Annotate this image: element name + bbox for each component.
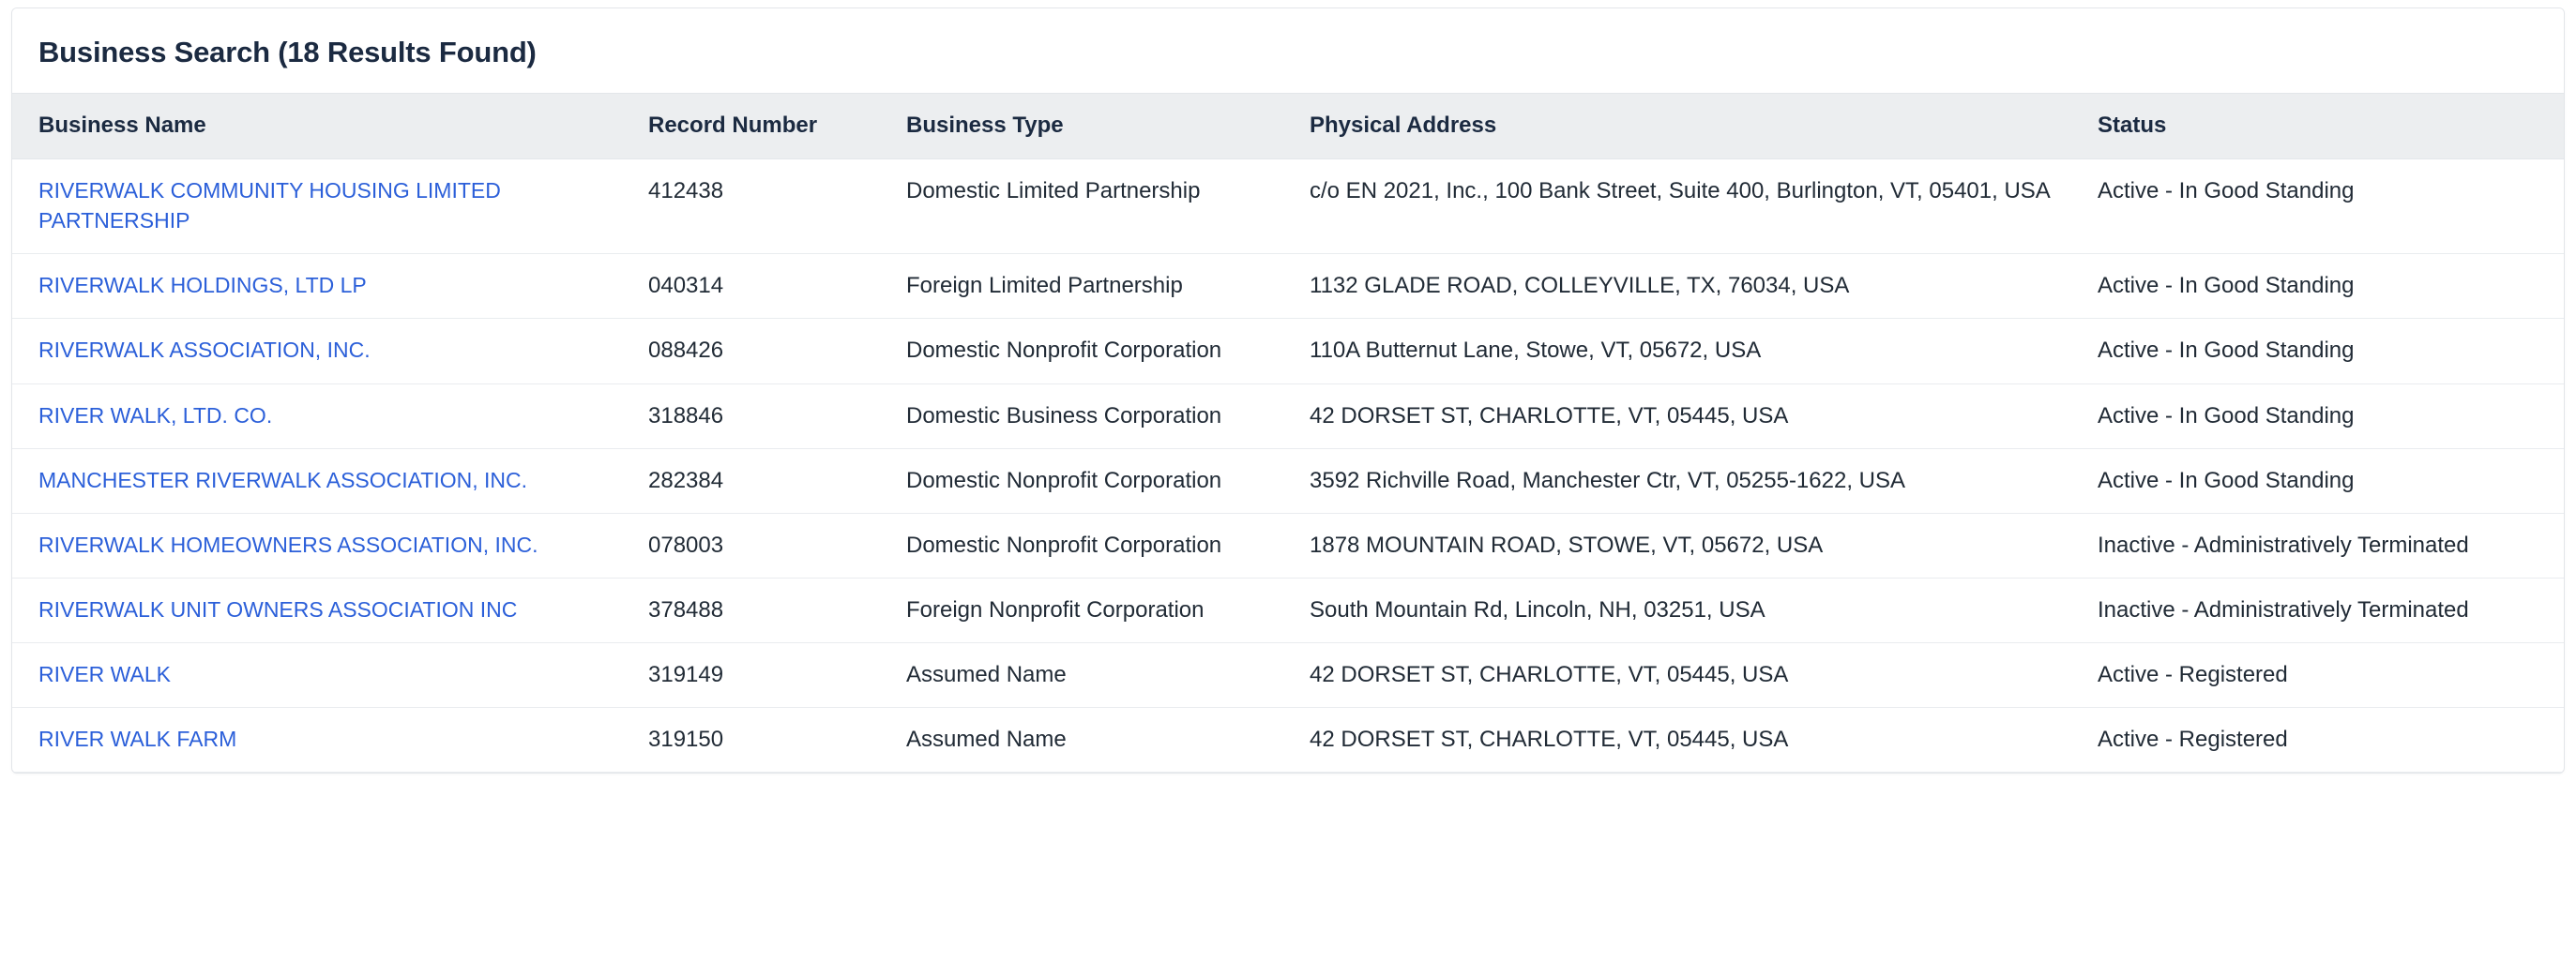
table-header-row [12,94,2564,159]
column-header-physical-address[interactable]: Physical Address [1293,94,2081,159]
business-name-link[interactable]: RIVER WALK [38,662,172,687]
cell-business-type: Foreign Limited Partnership [889,254,1293,319]
cell-business-type: Domestic Nonprofit Corporation [889,319,1293,383]
column-header-business-name[interactable]: Business Name [12,94,631,159]
cell-record-number: 040314 [631,254,889,319]
table-body [12,158,2564,773]
business-search-page [0,8,2576,977]
cell-physical-address: 42 DORSET ST, CHARLOTTE, VT, 05445, USA [1293,383,2081,448]
cell-record-number: 319149 [631,643,889,708]
cell-physical-address: 3592 Richville Road, Manchester Ctr, VT, 05255-1622, USA [1293,448,2081,513]
cell-record-number: 319150 [631,708,889,773]
business-name-link[interactable]: RIVERWALK UNIT OWNERS ASSOCIATION INC [38,596,518,622]
table-row [12,158,2564,253]
page-title: Business Search (18 Results Found) [38,36,537,68]
cell-business-name [12,448,631,513]
table-row [12,254,2564,319]
cell-status: Active - In Good Standing [2081,448,2564,513]
cell-business-type: Foreign Nonprofit Corporation [889,578,1293,642]
cell-physical-address: 110A Butternut Lane, Stowe, VT, 05672, USA [1293,319,2081,383]
table-row [12,513,2564,578]
cell-business-name [12,578,631,642]
cell-status: Inactive - Administratively Terminated [2081,578,2564,642]
cell-business-name [12,383,631,448]
column-header-business-type[interactable]: Business Type [889,94,1293,159]
business-name-link[interactable]: RIVERWALK COMMUNITY HOUSING LIMITED PARTNERSHIP [38,177,501,233]
business-name-link[interactable]: RIVER WALK FARM [38,727,237,752]
table-row [12,383,2564,448]
cell-status: Active - Registered [2081,708,2564,773]
cell-business-type: Assumed Name [889,643,1293,708]
cell-record-number: 378488 [631,578,889,642]
table-row [12,448,2564,513]
cell-physical-address: 42 DORSET ST, CHARLOTTE, VT, 05445, USA [1293,708,2081,773]
cell-status: Inactive - Administratively Terminated [2081,513,2564,578]
cell-record-number: 318846 [631,383,889,448]
panel-header [12,8,2564,93]
table-row [12,319,2564,383]
cell-status: Active - In Good Standing [2081,158,2564,253]
cell-physical-address: South Mountain Rd, Lincoln, NH, 03251, USA [1293,578,2081,642]
cell-physical-address: c/o EN 2021, Inc., 100 Bank Street, Suite 400, Burlington, VT, 05401, USA [1293,158,2081,253]
cell-record-number: 078003 [631,513,889,578]
table-header [12,94,2564,159]
cell-business-name [12,254,631,319]
cell-status: Active - Registered [2081,643,2564,708]
cell-business-type: Assumed Name [889,708,1293,773]
cell-business-name [12,513,631,578]
cell-business-type: Domestic Business Corporation [889,383,1293,448]
cell-business-name [12,643,631,708]
results-panel [11,8,2565,774]
table-row [12,708,2564,773]
cell-physical-address: 1878 MOUNTAIN ROAD, STOWE, VT, 05672, USA [1293,513,2081,578]
column-header-record-number[interactable]: Record Number [631,94,889,159]
results-table [12,93,2564,773]
cell-business-name [12,708,631,773]
cell-record-number: 088426 [631,319,889,383]
cell-record-number: 282384 [631,448,889,513]
cell-business-type: Domestic Limited Partnership [889,158,1293,253]
business-name-link[interactable]: RIVERWALK ASSOCIATION, INC. [38,338,371,363]
cell-business-type: Domestic Nonprofit Corporation [889,448,1293,513]
cell-status: Active - In Good Standing [2081,254,2564,319]
business-name-link[interactable]: MANCHESTER RIVERWALK ASSOCIATION, INC. [38,467,527,492]
business-name-link[interactable]: RIVER WALK, LTD. CO. [38,402,273,428]
cell-business-name [12,158,631,253]
column-header-status[interactable]: Status [2081,94,2564,159]
table-row [12,643,2564,708]
cell-status: Active - In Good Standing [2081,319,2564,383]
table-row [12,578,2564,642]
cell-business-name [12,319,631,383]
cell-status: Active - In Good Standing [2081,383,2564,448]
cell-record-number: 412438 [631,158,889,253]
cell-business-type: Domestic Nonprofit Corporation [889,513,1293,578]
business-name-link[interactable]: RIVERWALK HOLDINGS, LTD LP [38,273,367,298]
cell-physical-address: 42 DORSET ST, CHARLOTTE, VT, 05445, USA [1293,643,2081,708]
cell-physical-address: 1132 GLADE ROAD, COLLEYVILLE, TX, 76034, USA [1293,254,2081,319]
business-name-link[interactable]: RIVERWALK HOMEOWNERS ASSOCIATION, INC. [38,532,538,557]
